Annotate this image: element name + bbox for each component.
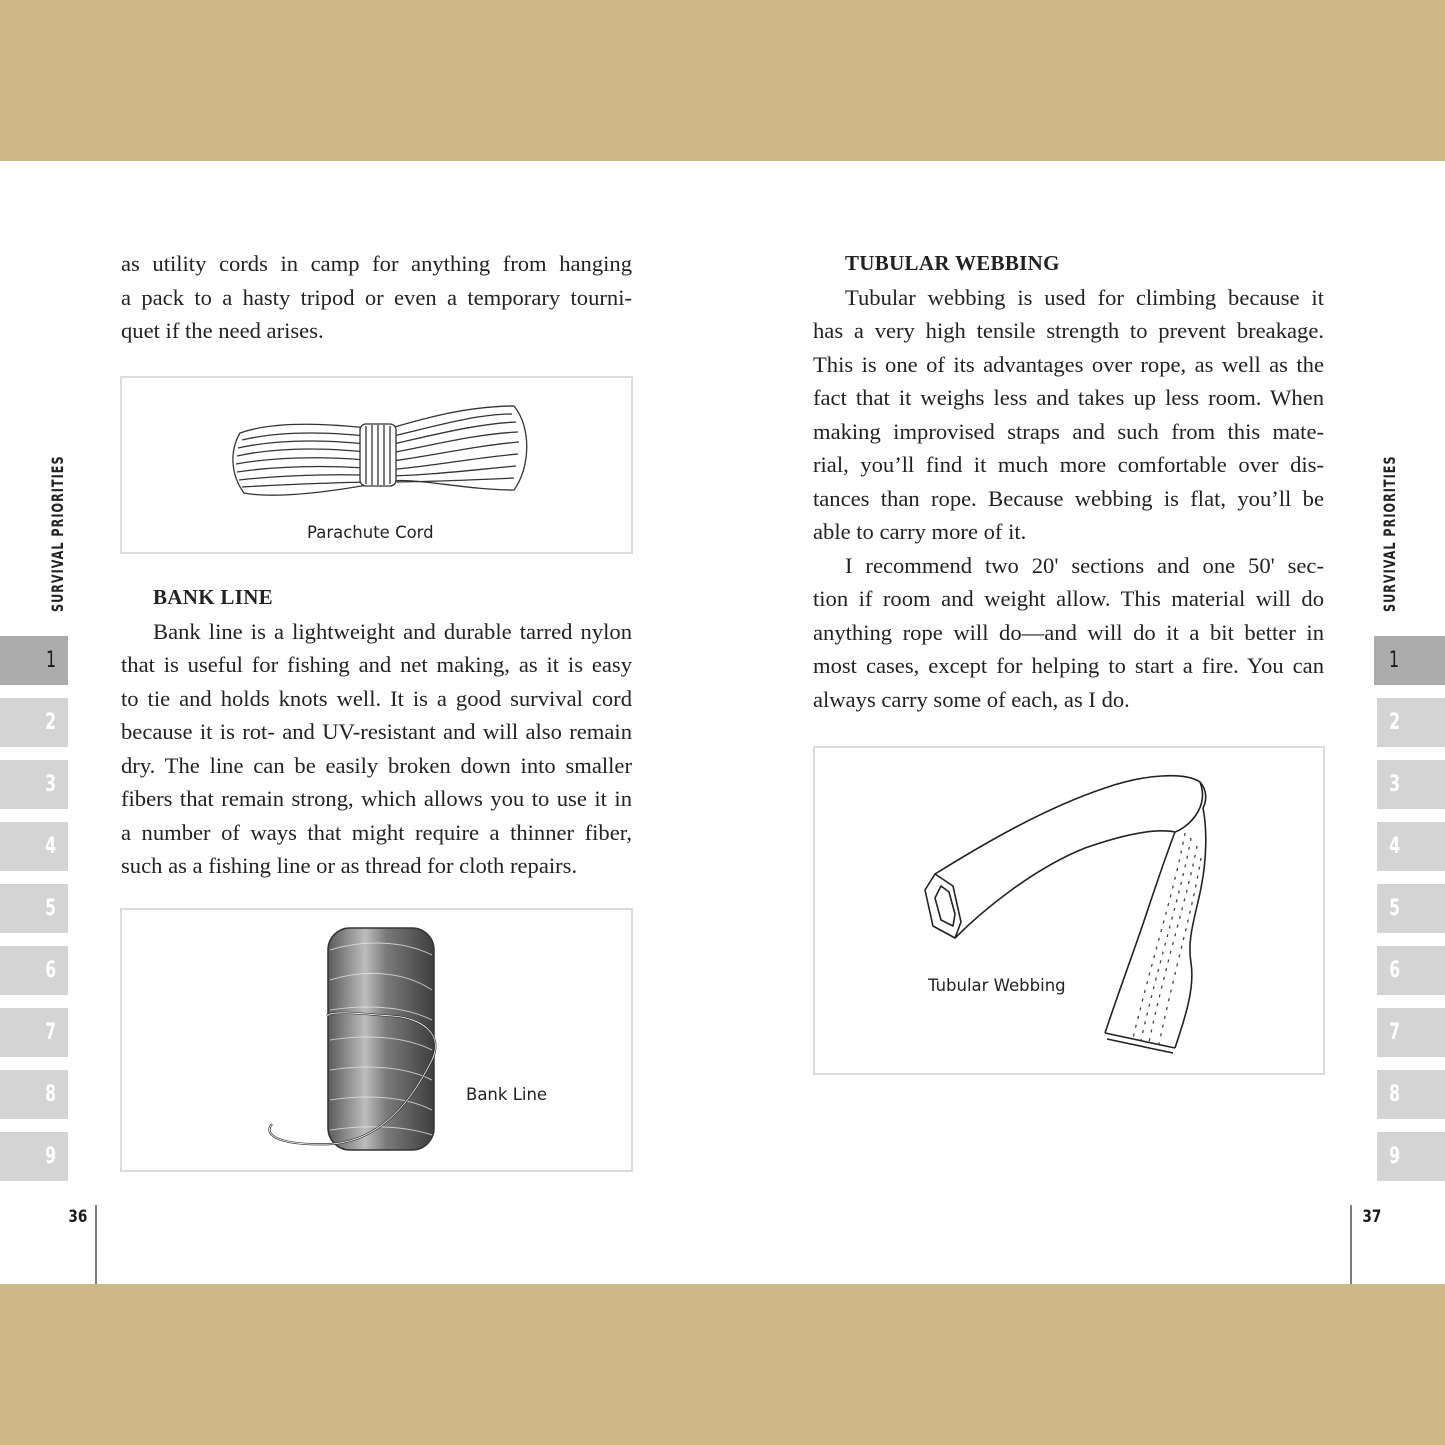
tab-label: 1 [1388, 648, 1400, 673]
chapter-tab-9-right[interactable] [1377, 1132, 1445, 1181]
bottom-color-band [0, 1284, 1445, 1445]
text-line: such as a fishing line or as thread for cloth repairs. [121, 853, 578, 878]
text-line: making improvised straps and such from this mate- [813, 418, 1324, 444]
text-line: as utility cords in camp for anything from hanging [121, 251, 632, 276]
page-number-left [66, 1207, 90, 1227]
text-line: always carry some of each, as I do. [813, 686, 1130, 712]
text-line: a pack to a hasty tripod or even a temporary tourni- [121, 284, 632, 310]
chapter-tab-3-right[interactable] [1377, 760, 1445, 809]
chapter-tab-4-left[interactable] [0, 822, 68, 871]
chapter-tab-2-right[interactable] [1377, 698, 1445, 747]
running-head-right: SURVIVAL PRIORITIES [1380, 455, 1399, 612]
text-line: tances than rope. Because webbing is flat, you’ll be [813, 485, 1324, 511]
running-head-left: SURVIVAL PRIORITIES [48, 455, 67, 612]
folio-rule-left [95, 1205, 97, 1284]
chapter-tab-7-right[interactable] [1377, 1008, 1445, 1057]
page-number-right [1360, 1207, 1384, 1227]
tab-label: 9 [44, 1144, 56, 1169]
text-line: to tie and holds knots well. It is a good survival cord [121, 685, 632, 711]
chapter-tab-1-left[interactable] [0, 636, 68, 685]
tubular-webbing-illustration [815, 748, 1323, 1073]
section-heading: BANK LINE [153, 585, 273, 609]
tab-label: 7 [44, 1020, 56, 1045]
chapter-tab-1-right[interactable] [1374, 636, 1445, 685]
folio-rule-right [1350, 1205, 1352, 1284]
text-line: fibers that remain strong, which allows you to use it in [121, 786, 632, 811]
chapter-tab-4-right[interactable] [1377, 822, 1445, 871]
chapter-tab-9-left[interactable] [0, 1132, 68, 1181]
bank-line-illustration [122, 910, 631, 1170]
tab-label: 1 [45, 648, 57, 673]
text-line: tion if room and weight allow. This material will do [813, 586, 1324, 611]
text-line: that is useful for fishing and net making, as it is easy [121, 652, 632, 677]
text-line: fact that it weighs less and takes up less room. When [813, 385, 1324, 410]
tab-label: 3 [44, 772, 56, 797]
figure-bank-line [120, 908, 633, 1172]
text-line: This is one of its advantages over rope, as well as the [813, 351, 1324, 377]
chapter-tab-6-left[interactable] [0, 946, 68, 995]
section-heading: TUBULAR WEBBING [845, 251, 1060, 275]
chapter-tab-5-right[interactable] [1377, 884, 1445, 933]
figure-caption: Parachute Cord [307, 523, 434, 542]
chapter-tab-3-left[interactable] [0, 760, 68, 809]
text-line: Bank line is a lightweight and durable tarred nylon [153, 618, 632, 644]
chapter-tab-2-left[interactable] [0, 698, 68, 747]
text-line: dry. The line can be easily broken down into smaller [121, 752, 632, 778]
chapter-tab-8-left[interactable] [0, 1070, 68, 1119]
tab-label: 2 [1389, 710, 1401, 735]
chapter-tab-7-left[interactable] [0, 1008, 68, 1057]
bank-line-section [121, 581, 632, 883]
text-line: quet if the need arises. [121, 318, 324, 343]
page-number-text: 36 [68, 1207, 88, 1227]
text-line: a number of ways that might require a thinner fiber, [121, 819, 632, 845]
tab-label: 5 [1389, 896, 1401, 921]
figure-caption: Bank Line [466, 1085, 548, 1104]
figure-caption: Tubular Webbing [928, 976, 1066, 995]
tab-label: 8 [44, 1082, 56, 1107]
tab-label: 6 [1389, 958, 1401, 983]
figure-tubular-webbing [813, 746, 1325, 1075]
tab-label: 9 [1389, 1144, 1401, 1169]
tab-label: 6 [44, 958, 56, 983]
chapter-tab-6-right[interactable] [1377, 946, 1445, 995]
tab-label: 8 [1389, 1082, 1401, 1107]
chapter-tab-5-left[interactable] [0, 884, 68, 933]
text-line: has a very high tensile strength to prevent breakage. [813, 318, 1324, 343]
page-number-text: 37 [1362, 1207, 1382, 1227]
text-line: because it is rot- and UV-resistant and will also remain [121, 719, 632, 744]
left-intro-paragraph [121, 247, 632, 348]
text-line: most cases, except for helping to start a fire. You can [813, 653, 1324, 678]
text-line: Tubular webbing is used for climbing because it [845, 284, 1324, 310]
tab-label: 5 [44, 896, 56, 921]
figure-parachute-cord [120, 376, 633, 554]
tab-label: 4 [44, 834, 56, 859]
top-color-band [0, 0, 1445, 161]
text-line: anything rope will do—and will do it a bit better in [813, 619, 1324, 645]
chapter-tab-8-right[interactable] [1377, 1070, 1445, 1119]
tab-label: 2 [44, 710, 56, 735]
text-line: rial, you’ll find it much more comfortable over dis- [813, 452, 1324, 477]
tab-label: 3 [1389, 772, 1401, 797]
text-line: able to carry more of it. [813, 519, 1027, 544]
text-line: I recommend two 20' sections and one 50' sec- [845, 552, 1324, 578]
tubular-webbing-section [813, 247, 1324, 716]
tab-label: 7 [1389, 1020, 1401, 1045]
tab-label: 4 [1389, 834, 1401, 859]
